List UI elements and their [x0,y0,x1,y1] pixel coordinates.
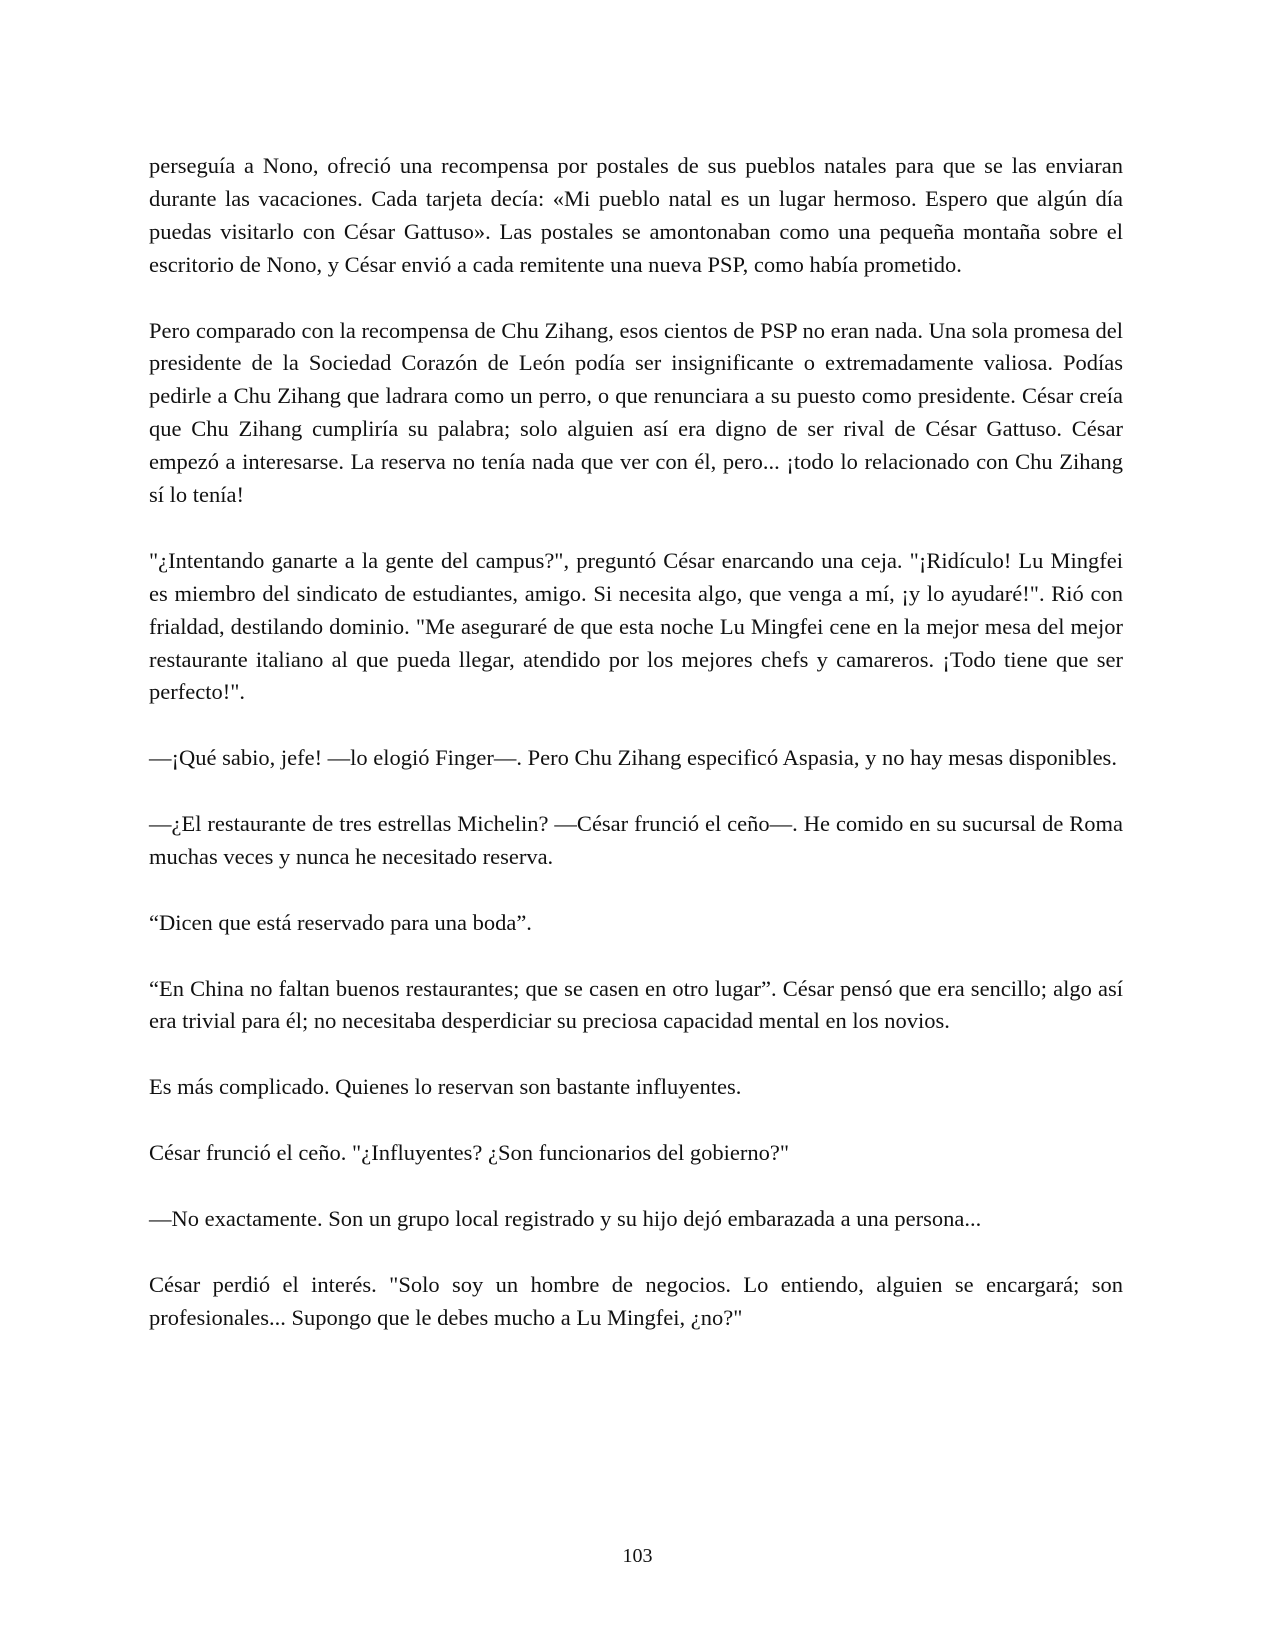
paragraph-3: "¿Intentando ganarte a la gente del campus?", preguntó César enarcando una ceja. "¡Ridículo! Lu Mingfei es miembro del sindicato de estudiantes, amigo. Si necesita algo, que venga a mí, ¡y lo ayudaré!". Rió con frialdad, destilando dominio. "Me aseguraré de que esta noche Lu Mingfei cene en la mejor mesa del mejor restaurante italiano al que pueda llegar, atendido por los mejores chefs y camareros. ¡Todo tiene que ser perfecto!". [149,547,1123,705]
paragraph-5: —¿El restaurante de tres estrellas Michelin? —César frunció el ceño—. He comido en su sucursal de Roma muchas veces y nunca he necesitado reserva. [149,811,1123,869]
paragraph-1: perseguía a Nono, ofreció una recompensa por postales de sus pueblos natales para que se las enviaran durante las vacaciones. Cada tarjeta decía: «Mi pueblo natal es un lugar hermoso. Espero que algún día puedas visitarlo con César Gattuso». Las postales se amontonaban como una pequeña montaña sobre el escritorio de Nono, y César envió a cada remitente una nueva PSP, como había prometido. [149,153,1123,277]
paragraph-10: —No exactamente. Son un grupo local registrado y su hijo dejó embarazada a una persona... [149,1205,982,1231]
paragraph-11: César perdió el interés. "Solo soy un hombre de negocios. Lo entiendo, alguien se encargará; son profesionales... Supongo que le debes mucho a Lu Mingfei, ¿no?" [149,1271,1123,1330]
paragraph-9: César frunció el ceño. "¿Influyentes? ¿Son funcionarios del gobierno?" [149,1140,790,1166]
body-text [149,150,1123,1334]
paragraph-4: —¡Qué sabio, jefe! —lo elogió Finger—. Pero Chu Zihang especificó Aspasia, y no hay mesas disponibles. [149,745,1117,771]
paragraph-2: Pero comparado con la recompensa de Chu Zihang, esos cientos de PSP no eran nada. Una sola promesa del presidente de la Sociedad Corazón de León podía ser insignificante o extremadamente valiosa. Podías pedirle a Chu Zihang que ladrara como un perro, o que renunciara a su puesto como presidente. César creía que Chu Zihang cumpliría su palabra; solo alguien así era digno de ser rival de César Gattuso. César empezó a interesarse. La reserva no tenía nada que ver con él, pero... ¡todo lo relacionado con Chu Zihang sí lo tenía! [149,317,1123,508]
page-number: 103 [622,1545,653,1567]
paragraph-8: Es más complicado. Quienes lo reservan son bastante influyentes. [149,1074,742,1100]
paragraph-6: “Dicen que está reservado para una boda”. [149,909,532,935]
paragraph-7: “En China no faltan buenos restaurantes; que se casen en otro lugar”. César pensó que era sencillo; algo así era trivial para él; no necesitaba desperdiciar su preciosa capacidad mental en los novios. [149,975,1123,1034]
